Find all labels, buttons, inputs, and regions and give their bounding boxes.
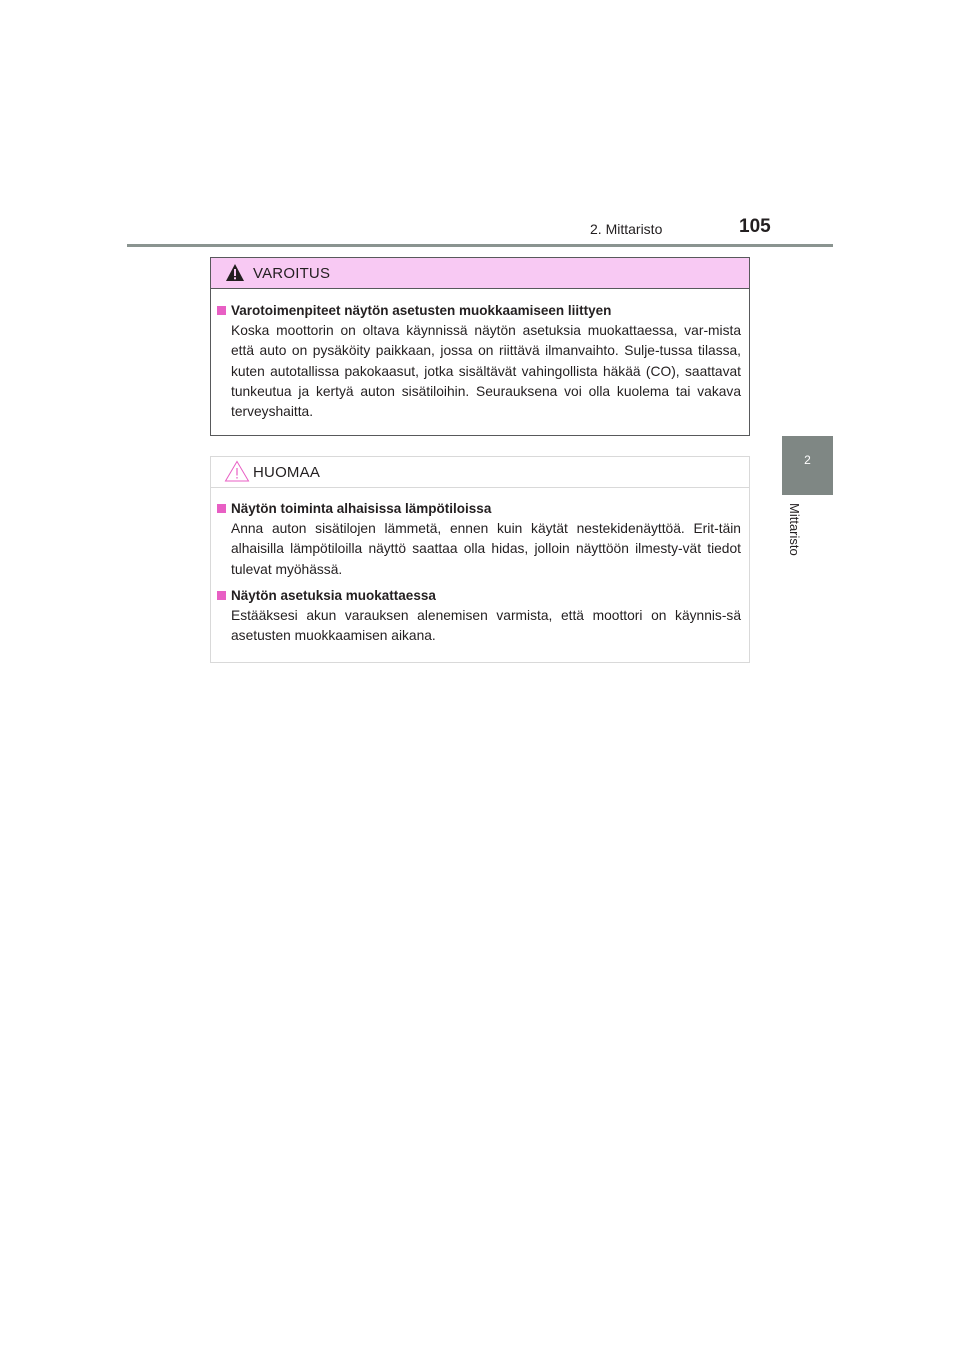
warning-item — [217, 300, 741, 422]
caution-triangle-outline-icon — [224, 460, 250, 482]
square-bullet-icon — [217, 306, 226, 315]
warning-box — [210, 257, 750, 436]
square-bullet-icon — [217, 591, 226, 600]
notice-title: HUOMAA — [253, 464, 321, 481]
notice-item-heading-text: Näytön toiminta alhaisissa lämpötiloissa — [231, 501, 492, 516]
header-rule — [127, 244, 833, 247]
notice-item — [217, 498, 741, 580]
page-number: 105 — [739, 216, 771, 237]
warning-item-body: Koska moottorin on oltava käynnissä näytön asetuksia muokattaessa, var-mista että auto on pysäköity paikkaan, jossa on riittävä ilmanvaihto. Sulje-tussa tilassa, kuten autotallissa pakokaasut, jotka sisältävät vahingollista häkää (CO), saattavat tunkeutua ja kertyä auton sisätiloihin. Seurauksena voi olla kuolema tai vakava terveyshaitta. — [231, 323, 741, 420]
notice-item-body: Anna auton sisätilojen lämmetä, ennen kuin käytät nestekidenäyttöä. Erit-täin alhaisilla lämpötiloilla näyttö saattaa olla hidas, jolloin näyttöön ilmesty-vät tiedot tulevat myöhässä. — [231, 521, 741, 577]
warning-header — [211, 258, 749, 289]
notice-item-body: Estääksesi akun varauksen alenemisen varmista, että moottori on käynnis-sä asetusten muokkaamisen aikana. — [231, 608, 741, 644]
warning-item-heading — [217, 300, 741, 321]
notice-item — [217, 585, 741, 647]
notice-box — [210, 456, 750, 663]
chapter-tab — [782, 436, 833, 495]
warning-triangle-icon — [225, 263, 245, 282]
section-title: 2. Mittaristo — [590, 221, 663, 237]
chapter-side-label — [784, 503, 804, 573]
chapter-tab-number: 2 — [804, 453, 811, 467]
notice-item-heading-text: Näytön asetuksia muokattaessa — [231, 588, 436, 603]
notice-item-heading — [217, 498, 741, 519]
notice-header — [211, 457, 749, 488]
chapter-side-label-text: Mittaristo — [787, 503, 802, 556]
warning-item-heading-text: Varotoimenpiteet näytön asetusten muokkaamiseen liittyen — [231, 303, 612, 318]
notice-item-heading — [217, 585, 741, 606]
square-bullet-icon — [217, 504, 226, 513]
warning-title: VAROITUS — [253, 265, 331, 282]
